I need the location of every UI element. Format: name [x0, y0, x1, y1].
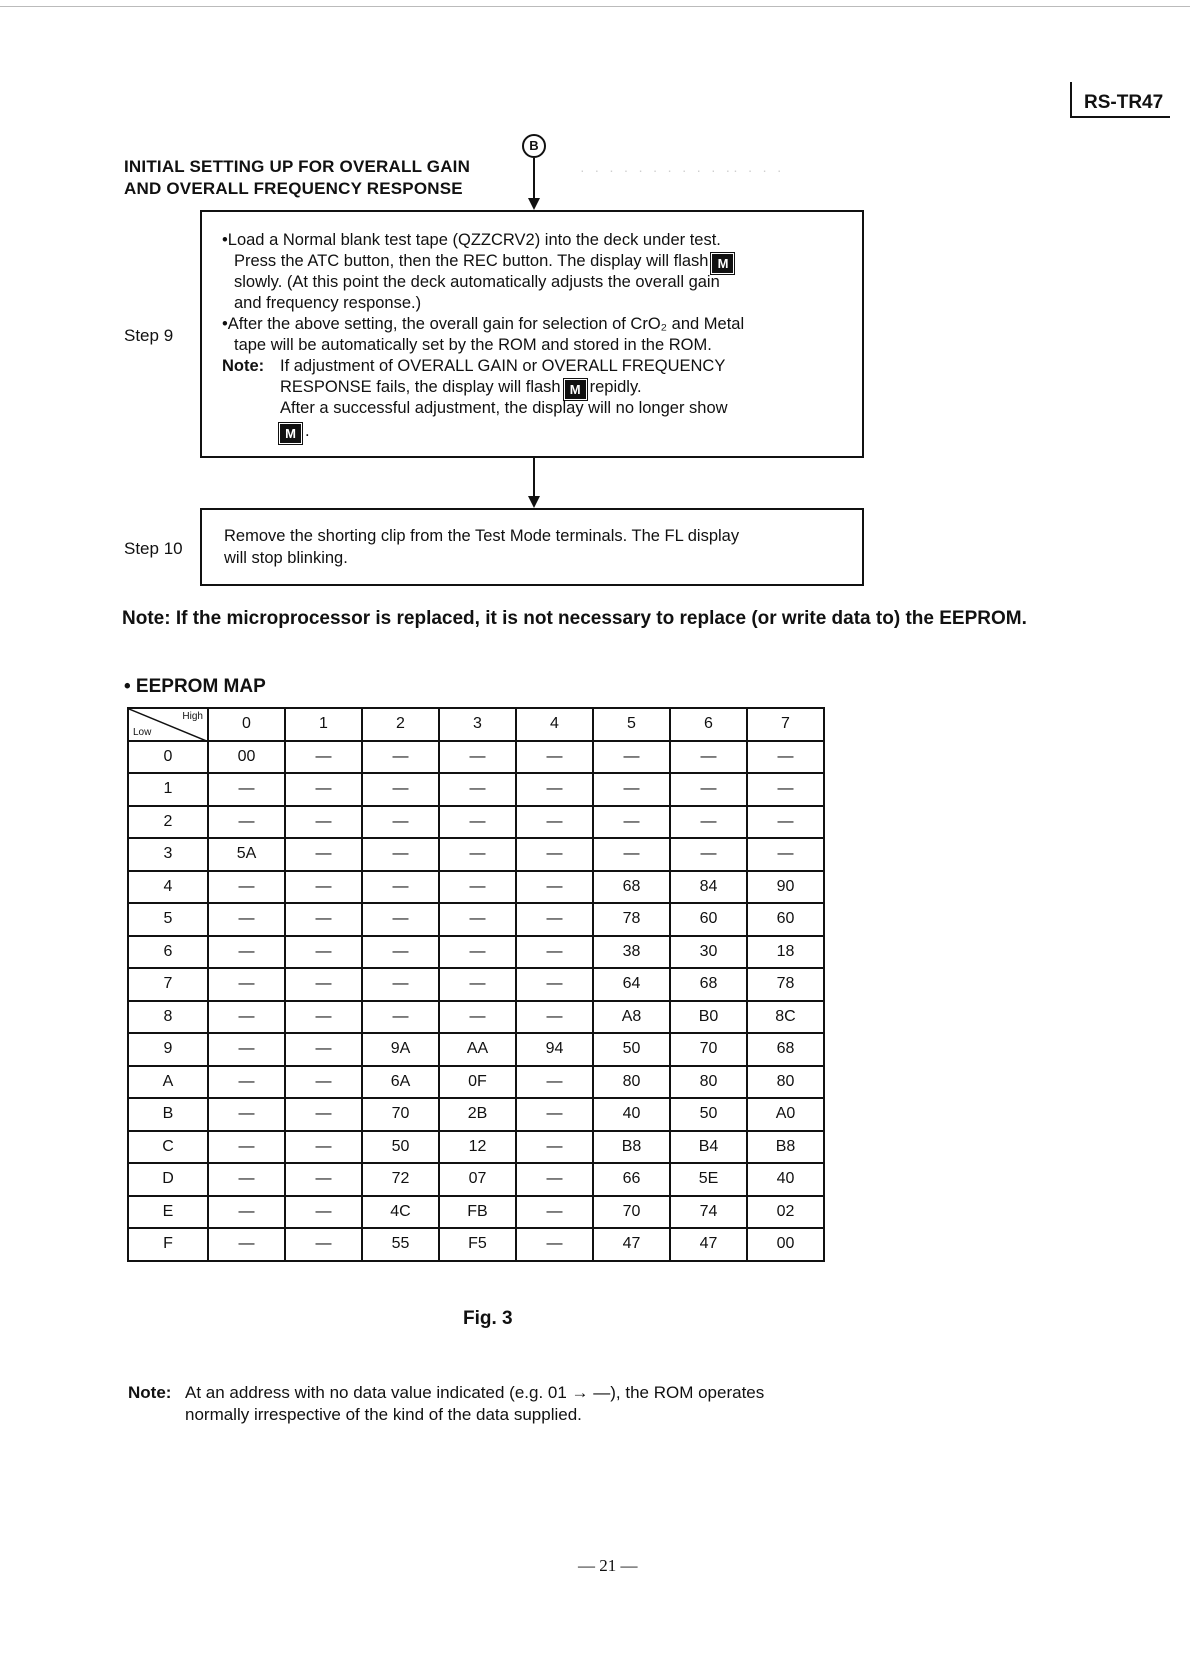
faint-scan-artifact: · · · · · · · · · · ·· · · ·	[580, 162, 785, 178]
table-cell: 50	[593, 1033, 670, 1066]
table-cell: —	[747, 806, 824, 839]
row-header: 4	[128, 871, 208, 904]
table-row	[128, 903, 824, 936]
table-cell: —	[208, 1163, 285, 1196]
section-heading-line2: AND OVERALL FREQUENCY RESPONSE	[124, 179, 463, 198]
table-cell: 80	[593, 1066, 670, 1099]
scan-top-rule	[0, 6, 1190, 7]
table-row	[128, 936, 824, 969]
eeprom-header-row	[128, 708, 824, 741]
table-cell: —	[208, 773, 285, 806]
address-note	[128, 1382, 764, 1426]
table-cell: —	[747, 773, 824, 806]
eeprom-map-title: • EEPROM MAP	[124, 676, 266, 697]
column-header: 1	[285, 708, 362, 741]
step9-line5: •After the above setting, the overall gain for selection of CrO₂ and Metal	[222, 315, 745, 333]
table-cell: 00	[747, 1228, 824, 1261]
table-cell: —	[516, 1131, 593, 1164]
step9-line4: and frequency response.)	[234, 294, 422, 312]
table-cell: 00	[208, 741, 285, 774]
table-cell: —	[516, 1228, 593, 1261]
table-cell: —	[208, 936, 285, 969]
table-cell: —	[439, 936, 516, 969]
table-cell: B8	[747, 1131, 824, 1164]
table-cell: 5A	[208, 838, 285, 871]
table-cell: 60	[747, 903, 824, 936]
table-cell: —	[362, 903, 439, 936]
table-cell: —	[516, 741, 593, 774]
flow-arrow-shaft-middle	[533, 458, 535, 498]
table-cell: 47	[670, 1228, 747, 1261]
eeprom-replacement-note: Note: If the microprocessor is replaced, it is not necessary to replace (or write data to) the EEPROM.	[122, 608, 1027, 629]
table-cell: —	[285, 1098, 362, 1131]
row-header: 3	[128, 838, 208, 871]
step9-note-label: Note:	[222, 357, 265, 375]
row-header: 8	[128, 1001, 208, 1034]
table-cell: —	[285, 741, 362, 774]
table-cell: —	[516, 871, 593, 904]
table-cell: —	[208, 871, 285, 904]
table-cell: —	[362, 871, 439, 904]
table-cell: 02	[747, 1196, 824, 1229]
row-header: 7	[128, 968, 208, 1001]
table-cell: 47	[593, 1228, 670, 1261]
table-cell: —	[285, 1131, 362, 1164]
table-cell: 0F	[439, 1066, 516, 1099]
table-cell: —	[285, 1196, 362, 1229]
table-cell: 50	[362, 1131, 439, 1164]
corner-high-label: High	[182, 711, 203, 722]
table-cell: AA	[439, 1033, 516, 1066]
column-header: 7	[747, 708, 824, 741]
step9-box	[200, 210, 864, 458]
table-cell: —	[439, 838, 516, 871]
step9-line6: tape will be automatically set by the ROM and stored in the ROM.	[234, 336, 712, 354]
table-cell: 74	[670, 1196, 747, 1229]
table-cell: —	[516, 1196, 593, 1229]
table-row	[128, 1098, 824, 1131]
table-cell: —	[516, 936, 593, 969]
table-cell: —	[362, 741, 439, 774]
table-cell: —	[208, 1066, 285, 1099]
table-row	[128, 1228, 824, 1261]
table-cell: —	[285, 806, 362, 839]
step9-label: Step 9	[124, 326, 174, 345]
table-cell: 94	[516, 1033, 593, 1066]
figure-caption: Fig. 3	[463, 1308, 513, 1329]
table-cell: 70	[670, 1033, 747, 1066]
row-header: D	[128, 1163, 208, 1196]
table-row	[128, 1066, 824, 1099]
column-header: 4	[516, 708, 593, 741]
table-cell: —	[439, 773, 516, 806]
table-cell: 50	[670, 1098, 747, 1131]
display-m-badge: M	[565, 380, 586, 399]
step9-note-line3: After a successful adjustment, the display will no longer show	[280, 399, 728, 417]
table-cell: 90	[747, 871, 824, 904]
table-cell: —	[208, 1131, 285, 1164]
table-cell: —	[208, 806, 285, 839]
table-cell: —	[285, 773, 362, 806]
flow-arrowhead-top	[528, 198, 540, 210]
table-cell: —	[285, 1001, 362, 1034]
table-cell: 40	[747, 1163, 824, 1196]
table-row	[128, 1196, 824, 1229]
table-cell: —	[593, 773, 670, 806]
row-header: A	[128, 1066, 208, 1099]
address-note-line1: Note: At an address with no data value indicated (e.g. 01 → —), the ROM operates	[128, 1383, 765, 1402]
table-cell: FB	[439, 1196, 516, 1229]
table-cell: —	[747, 838, 824, 871]
table-cell: 78	[747, 968, 824, 1001]
row-header: 2	[128, 806, 208, 839]
row-header: 6	[128, 936, 208, 969]
table-cell: —	[593, 806, 670, 839]
table-cell: —	[439, 871, 516, 904]
table-cell: 70	[362, 1098, 439, 1131]
table-cell: 4C	[362, 1196, 439, 1229]
table-cell: —	[670, 741, 747, 774]
table-cell: —	[516, 1163, 593, 1196]
table-row	[128, 741, 824, 774]
row-header: C	[128, 1131, 208, 1164]
table-row	[128, 1131, 824, 1164]
table-cell: 72	[362, 1163, 439, 1196]
table-cell: —	[285, 1033, 362, 1066]
table-cell: 6A	[362, 1066, 439, 1099]
table-cell: A8	[593, 1001, 670, 1034]
row-header: E	[128, 1196, 208, 1229]
eeprom-map-table	[127, 707, 825, 1262]
row-header: F	[128, 1228, 208, 1261]
table-cell: 84	[670, 871, 747, 904]
row-header: B	[128, 1098, 208, 1131]
row-header: 0	[128, 741, 208, 774]
column-header: 2	[362, 708, 439, 741]
table-cell: A0	[747, 1098, 824, 1131]
table-cell: —	[516, 968, 593, 1001]
step9-note-line4: M .	[280, 421, 890, 443]
table-cell: —	[516, 1066, 593, 1099]
table-cell: 80	[747, 1066, 824, 1099]
row-header: 1	[128, 773, 208, 806]
table-cell: 68	[747, 1033, 824, 1066]
table-row	[128, 806, 824, 839]
table-cell: —	[593, 838, 670, 871]
step9-note-line2: RESPONSE fails, the display will flash M repidly.	[280, 378, 642, 397]
flow-marker-b: B	[522, 134, 546, 158]
table-cell: —	[208, 1228, 285, 1261]
table-cell: —	[670, 806, 747, 839]
table-cell: —	[362, 806, 439, 839]
step10-line1: Remove the shorting clip from the Test Mode terminals. The FL display	[224, 527, 740, 545]
step9-note-line1: Note: If adjustment of OVERALL GAIN or OVERALL FREQUENCY	[222, 357, 726, 375]
table-cell: 2B	[439, 1098, 516, 1131]
step10-box	[200, 508, 864, 586]
table-cell: —	[439, 806, 516, 839]
table-cell: —	[285, 968, 362, 1001]
table-cell: 30	[670, 936, 747, 969]
table-cell: —	[285, 936, 362, 969]
table-cell: —	[208, 968, 285, 1001]
table-row	[128, 1163, 824, 1196]
table-cell: —	[208, 1196, 285, 1229]
table-cell: —	[670, 838, 747, 871]
table-cell: —	[285, 1228, 362, 1261]
table-cell: 12	[439, 1131, 516, 1164]
table-row	[128, 968, 824, 1001]
table-cell: 60	[670, 903, 747, 936]
table-cell: —	[362, 968, 439, 1001]
step10-label: Step 10	[124, 539, 183, 558]
table-cell: —	[516, 773, 593, 806]
table-row	[128, 1033, 824, 1066]
table-cell: —	[362, 1001, 439, 1034]
table-cell: —	[439, 968, 516, 1001]
table-cell: —	[208, 1098, 285, 1131]
table-cell: F5	[439, 1228, 516, 1261]
column-header: 5	[593, 708, 670, 741]
column-header: 6	[670, 708, 747, 741]
step9-line2: Press the ATC button, then the REC button. The display will flash M	[234, 251, 844, 273]
table-cell: —	[516, 1001, 593, 1034]
table-cell: —	[516, 838, 593, 871]
table-cell: 55	[362, 1228, 439, 1261]
section-heading	[124, 156, 470, 200]
page-number: — 21 —	[578, 1556, 638, 1575]
table-cell: —	[362, 936, 439, 969]
table-cell: —	[439, 903, 516, 936]
flow-arrow-shaft-top	[533, 158, 535, 200]
model-number: RS-TR47	[1070, 82, 1170, 118]
address-note-label: Note:	[128, 1383, 172, 1402]
table-cell: —	[285, 1163, 362, 1196]
table-cell: —	[516, 1098, 593, 1131]
table-cell: 68	[593, 871, 670, 904]
table-cell: —	[285, 1066, 362, 1099]
eeprom-table-body	[128, 741, 824, 1261]
table-cell: 40	[593, 1098, 670, 1131]
table-cell: —	[285, 903, 362, 936]
table-cell: 8C	[747, 1001, 824, 1034]
table-cell: —	[208, 903, 285, 936]
flow-arrowhead-middle	[528, 496, 540, 508]
table-cell: 9A	[362, 1033, 439, 1066]
table-row	[128, 773, 824, 806]
table-cell: —	[285, 838, 362, 871]
step9-line3: slowly. (At this point the deck automatically adjusts the overall gain	[234, 273, 720, 291]
table-cell: —	[439, 1001, 516, 1034]
table-cell: 07	[439, 1163, 516, 1196]
table-cell: —	[439, 741, 516, 774]
column-header: 0	[208, 708, 285, 741]
step10-line2: will stop blinking.	[224, 549, 348, 567]
eeprom-corner-cell	[128, 708, 208, 741]
table-cell: B4	[670, 1131, 747, 1164]
table-row	[128, 871, 824, 904]
display-m-badge: M	[712, 254, 733, 273]
corner-low-label: Low	[133, 726, 152, 738]
table-cell: 5E	[670, 1163, 747, 1196]
table-cell: 78	[593, 903, 670, 936]
table-row	[128, 1001, 824, 1034]
table-cell: —	[285, 871, 362, 904]
row-header: 9	[128, 1033, 208, 1066]
section-heading-line1: INITIAL SETTING UP FOR OVERALL GAIN	[124, 157, 471, 176]
table-cell: 68	[670, 968, 747, 1001]
table-cell: —	[362, 838, 439, 871]
table-cell: —	[516, 806, 593, 839]
table-cell: B0	[670, 1001, 747, 1034]
table-cell: 64	[593, 968, 670, 1001]
row-header: 5	[128, 903, 208, 936]
table-cell: 18	[747, 936, 824, 969]
table-cell: —	[208, 1001, 285, 1034]
table-row	[128, 838, 824, 871]
table-cell: —	[670, 773, 747, 806]
table-cell: —	[593, 741, 670, 774]
address-note-line2: normally irrespective of the kind of the data supplied.	[185, 1405, 582, 1424]
table-cell: 70	[593, 1196, 670, 1229]
table-cell: 80	[670, 1066, 747, 1099]
table-cell: B8	[593, 1131, 670, 1164]
table-cell: 66	[593, 1163, 670, 1196]
table-cell: —	[516, 903, 593, 936]
step9-line1: •Load a Normal blank test tape (QZZCRV2) into the deck under test.	[222, 231, 721, 249]
display-m-badge: M	[280, 424, 301, 443]
table-cell: —	[747, 741, 824, 774]
table-cell: —	[208, 1033, 285, 1066]
table-cell: 38	[593, 936, 670, 969]
column-header: 3	[439, 708, 516, 741]
table-cell: —	[362, 773, 439, 806]
